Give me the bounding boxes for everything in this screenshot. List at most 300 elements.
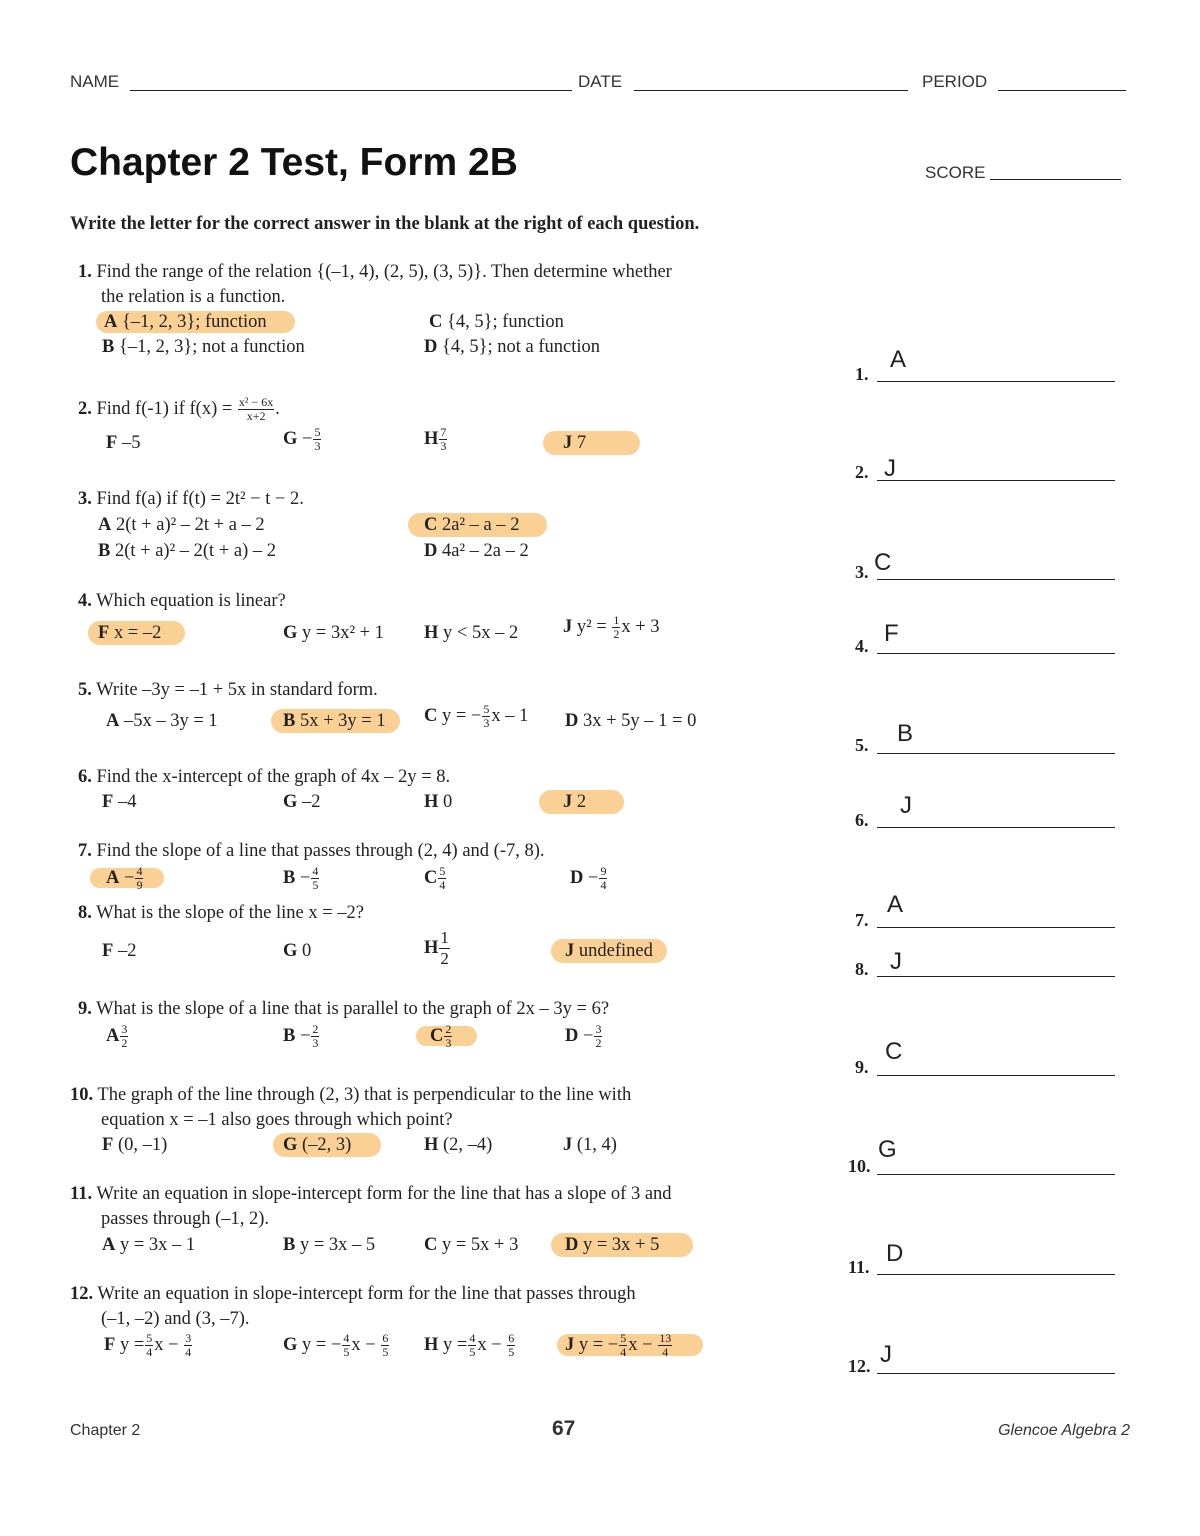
question-text <box>78 591 286 612</box>
option-letter: D <box>570 867 584 888</box>
question-number: 3. <box>78 489 92 509</box>
option-d[interactable] <box>424 337 600 358</box>
fraction-denominator: 5 <box>469 1345 476 1359</box>
option-text: − <box>588 867 599 888</box>
instructions: Write the letter for the correct answer in the blank at the right of each question. <box>70 214 700 234</box>
option-a[interactable] <box>102 1235 195 1256</box>
footer-book-title: Glencoe Algebra 2 <box>998 1422 1130 1439</box>
option-h[interactable] <box>424 928 451 969</box>
option-text: –5 <box>121 433 141 453</box>
option-letter: H <box>424 623 439 643</box>
fraction-numerator: 4 <box>312 864 319 878</box>
fraction <box>612 614 620 641</box>
date-field[interactable] <box>634 90 908 91</box>
option-a[interactable] <box>106 865 164 892</box>
fraction-denominator: 5 <box>312 878 319 892</box>
fraction <box>658 1332 672 1359</box>
option-h[interactable] <box>424 1135 492 1156</box>
option-letter: A <box>106 711 120 731</box>
option-text: y = 5x + 3 <box>442 1235 519 1255</box>
answer-blank[interactable] <box>877 1373 1115 1374</box>
question-line: What is the slope of the line x = –2? <box>96 903 364 923</box>
fraction <box>313 426 321 453</box>
option-f[interactable] <box>102 1135 167 1156</box>
option-text: − <box>583 1025 594 1046</box>
answer-letter: A <box>887 891 904 918</box>
answer-blank[interactable] <box>877 827 1115 828</box>
answer-letter: F <box>884 620 899 647</box>
option-text: –2 <box>117 941 137 961</box>
option-letter: H <box>424 1135 439 1155</box>
answer-blank[interactable] <box>877 1075 1115 1076</box>
option-text: y = 3x² + 1 <box>302 623 384 643</box>
option-text: 3x + 5y – 1 = 0 <box>583 711 697 731</box>
option-letter: D <box>565 1235 579 1255</box>
option-letter: D <box>424 337 438 357</box>
fraction-denominator: 3 <box>440 439 447 453</box>
option-c[interactable] <box>424 703 528 730</box>
option-text: (2, –4) <box>443 1135 493 1155</box>
fraction-denominator: 3 <box>445 1036 452 1050</box>
option-text: {–1, 2, 3}; not a function <box>118 337 305 357</box>
option-text: x − <box>477 1334 502 1355</box>
fraction <box>145 1332 153 1359</box>
option-text: − <box>124 867 135 888</box>
option-letter: A <box>98 515 112 535</box>
option-letter: G <box>283 941 298 961</box>
fraction-numerator: 5 <box>146 1331 153 1345</box>
option-letter: H <box>424 1334 439 1355</box>
fraction-numerator: 9 <box>600 864 607 878</box>
question-text <box>78 680 378 701</box>
option-text: y = <box>119 1334 145 1355</box>
question-number: 5. <box>78 680 92 700</box>
option-f[interactable] <box>98 623 185 644</box>
question-text: 2. Find f(-1) if f(x) = $\frac{\text{x² − 6x}}{x+2}$ . <box>78 395 280 423</box>
question-text <box>70 1184 672 1205</box>
option-letter: J <box>563 1135 573 1155</box>
question-line: What is the slope of a line that is parallel to the graph of 2x – 3y = 6? <box>96 999 610 1019</box>
option-letter: F <box>102 1135 114 1155</box>
option-b[interactable] <box>283 865 320 892</box>
option-text: –5x – 3y = 1 <box>124 711 218 731</box>
fraction-numerator: 7 <box>440 425 447 439</box>
fraction-denominator: x+2 <box>246 409 266 423</box>
option-letter: D <box>565 711 579 731</box>
option-letter: C <box>424 705 438 726</box>
option-letter: C <box>424 515 438 535</box>
question-number: 9. <box>78 999 92 1019</box>
option-a[interactable] <box>98 515 265 536</box>
answer-letter: C <box>874 549 892 576</box>
answer-blank[interactable] <box>877 653 1115 654</box>
fraction-denominator: 2 <box>613 627 620 641</box>
option-j[interactable] <box>563 433 640 454</box>
fraction <box>507 1332 515 1359</box>
option-letter: J <box>563 616 573 637</box>
option-c[interactable] <box>429 312 564 333</box>
page-title: Chapter 2 Test, Form 2B <box>70 141 518 184</box>
fraction-numerator: 2 <box>445 1022 452 1036</box>
fraction-numerator: 4 <box>469 1331 476 1345</box>
option-text: y = − <box>578 1334 619 1355</box>
fraction <box>311 865 319 892</box>
option-j[interactable] <box>563 1135 617 1156</box>
option-letter: A <box>104 312 118 332</box>
option-letter: A <box>106 867 120 888</box>
fraction-numerator: 13 <box>659 1331 672 1345</box>
option-letter: G <box>283 623 298 643</box>
question-line: (–1, –2) and (3, –7). <box>101 1309 250 1329</box>
fraction-numerator: x² − 6x <box>238 395 274 409</box>
question-number: 8. <box>78 903 92 923</box>
answer-number: 4. <box>855 636 869 656</box>
option-letter: A <box>106 1025 120 1046</box>
option-c[interactable] <box>424 865 447 892</box>
option-d[interactable] <box>565 711 696 732</box>
option-text: y = − <box>442 705 482 726</box>
option-d[interactable] <box>424 541 529 562</box>
question-text <box>78 903 364 924</box>
fraction <box>184 1332 192 1359</box>
fraction-denominator: 2 <box>440 949 449 968</box>
option-text: {4, 5}; function <box>447 312 564 332</box>
option-d[interactable] <box>565 1023 603 1050</box>
option-letter: B <box>283 1235 296 1255</box>
name-label: NAME <box>70 72 120 91</box>
option-text: y = 3x + 5 <box>583 1235 660 1255</box>
fraction <box>468 1332 476 1359</box>
question-line: Which equation is linear? <box>96 591 286 611</box>
option-letter: H <box>424 937 439 958</box>
option-g[interactable] <box>283 426 322 453</box>
option-letter: B <box>283 1025 296 1046</box>
fraction-numerator: 2 <box>312 1022 319 1036</box>
question-text <box>70 1284 636 1305</box>
fraction-numerator: 1 <box>613 613 620 627</box>
option-text: y = − <box>302 1334 342 1355</box>
fraction <box>438 865 446 892</box>
fraction-denominator: 2 <box>595 1036 602 1050</box>
option-text: − <box>299 867 311 888</box>
question-text <box>78 489 304 510</box>
question-number: 7. <box>78 841 92 861</box>
fraction-numerator: 4 <box>343 1331 350 1345</box>
question-line: passes through (–1, 2). <box>101 1209 270 1229</box>
answer-blank[interactable] <box>877 381 1115 382</box>
option-b[interactable] <box>283 1235 375 1256</box>
option-text: 7 <box>576 433 587 453</box>
answer-blank[interactable] <box>877 927 1115 928</box>
fraction-numerator: 5 <box>483 702 490 716</box>
option-f[interactable] <box>104 1332 193 1359</box>
fraction <box>619 1332 627 1359</box>
option-letter: G <box>283 1334 298 1355</box>
question-number: 12. <box>70 1284 94 1304</box>
answer-blank[interactable] <box>877 480 1115 481</box>
fraction-denominator: 4 <box>620 1345 627 1359</box>
option-c[interactable] <box>430 1023 477 1050</box>
score-label: SCORE <box>925 163 986 182</box>
fraction-numerator: 6 <box>382 1331 389 1345</box>
option-b[interactable] <box>102 337 305 358</box>
question-number: 11. <box>70 1184 93 1204</box>
question-number: 1. <box>78 262 92 282</box>
option-j[interactable] <box>565 1332 703 1359</box>
answer-number: 2. <box>855 462 869 482</box>
question-number: 4. <box>78 591 92 611</box>
option-a[interactable] <box>104 312 295 333</box>
fraction <box>439 426 447 453</box>
fraction-numerator: 5 <box>439 864 446 878</box>
option-text: y² = <box>576 616 607 637</box>
option-text: y = 3x – 1 <box>120 1235 196 1255</box>
fraction-numerator: 3 <box>121 1022 128 1036</box>
score-field[interactable] <box>990 179 1121 180</box>
option-letter: F <box>98 623 110 643</box>
question-text <box>78 841 545 862</box>
option-letter: D <box>424 541 438 561</box>
question-line: Find the slope of a line that passes through (2, 4) and (-7, 8). <box>96 841 545 861</box>
question-text <box>78 999 609 1020</box>
option-letter: B <box>283 711 296 731</box>
option-g[interactable] <box>283 623 384 644</box>
answer-letter: J <box>900 792 912 819</box>
option-letter: B <box>283 867 296 888</box>
question-line: Find f(-1) if f(x) = <box>96 398 233 419</box>
fraction <box>482 703 490 730</box>
option-text: − <box>299 1025 311 1046</box>
option-f[interactable] <box>102 941 136 962</box>
option-letter: C <box>424 1235 438 1255</box>
option-text: x − <box>351 1334 376 1355</box>
question-number: 6. <box>78 767 92 787</box>
answer-number: 1. <box>855 364 869 384</box>
question-line: the relation is a function. <box>101 287 286 307</box>
option-text: 2(t + a)² – 2t + a – 2 <box>116 515 265 535</box>
option-d[interactable] <box>570 865 608 892</box>
option-text: 5x + 3y = 1 <box>299 711 386 731</box>
fraction-numerator: 3 <box>185 1331 192 1345</box>
option-letter: F <box>104 1334 116 1355</box>
option-h[interactable] <box>424 426 448 453</box>
option-text: –2 <box>302 792 321 812</box>
option-text: x – 1 <box>491 705 529 726</box>
question-line: The graph of the line through (2, 3) that is perpendicular to the line with <box>97 1085 632 1105</box>
option-letter: F <box>102 941 114 961</box>
option-text: –4 <box>117 792 137 812</box>
fraction-numerator: 5 <box>314 425 321 439</box>
question-line: Write an equation in slope-intercept form for the line that passes through <box>97 1284 636 1304</box>
option-b[interactable] <box>283 711 400 732</box>
question-line: Write an equation in slope-intercept form for the line that has a slope of 3 and <box>96 1184 672 1204</box>
fraction-numerator: 4 <box>136 864 143 878</box>
fraction <box>120 1023 128 1050</box>
option-h[interactable] <box>424 623 518 644</box>
fraction-numerator: 5 <box>620 1331 627 1345</box>
option-g[interactable] <box>283 1332 390 1359</box>
fraction-denominator: 4 <box>185 1345 192 1359</box>
option-text: (1, 4) <box>576 1135 617 1155</box>
option-text: x + 3 <box>621 616 660 637</box>
option-j[interactable] <box>563 792 624 813</box>
option-text: − <box>302 428 313 449</box>
option-b[interactable] <box>98 541 276 562</box>
option-letter: F <box>102 792 114 812</box>
answer-number: 11. <box>848 1257 870 1277</box>
answer-number: 10. <box>848 1156 871 1176</box>
option-h[interactable] <box>424 1332 516 1359</box>
option-g[interactable] <box>283 941 311 962</box>
fraction <box>135 865 143 892</box>
fraction <box>238 396 274 423</box>
option-g[interactable] <box>283 1135 381 1156</box>
option-f[interactable] <box>102 792 136 813</box>
option-a[interactable] <box>106 711 218 732</box>
date-label: DATE <box>578 72 623 91</box>
question-line: Find the x-intercept of the graph of 4x – 2y = 8. <box>96 767 451 787</box>
option-letter: A <box>102 1235 116 1255</box>
option-text: 4a² – 2a – 2 <box>442 541 529 561</box>
answer-number: 9. <box>855 1057 869 1077</box>
option-text: (0, –1) <box>117 1135 168 1155</box>
fraction <box>439 928 450 969</box>
fraction <box>311 1023 319 1050</box>
answer-letter: B <box>897 720 914 747</box>
answer-blank[interactable] <box>877 753 1115 754</box>
question-line: Find the range of the relation {(–1, 4), (2, 5), (3, 5)}. Then determine whether <box>96 262 672 282</box>
question-line: equation x = –1 also goes through which point? <box>101 1110 453 1130</box>
page-number: 67 <box>552 1417 576 1440</box>
answer-blank[interactable] <box>877 579 1115 580</box>
period-field[interactable] <box>998 90 1126 91</box>
fraction-denominator: 3 <box>483 716 490 730</box>
option-g[interactable] <box>283 792 321 813</box>
option-text: (–2, 3) <box>302 1135 352 1155</box>
fraction-denominator: 3 <box>312 1036 319 1050</box>
option-text: x − <box>154 1334 179 1355</box>
option-letter: G <box>283 792 298 812</box>
option-letter: C <box>424 867 438 888</box>
question-text <box>78 767 450 788</box>
option-j[interactable] <box>565 941 667 962</box>
option-letter: F <box>106 433 118 453</box>
answer-letter: C <box>885 1038 903 1065</box>
option-text: x − <box>628 1334 653 1355</box>
option-letter: J <box>565 1334 575 1355</box>
option-letter: B <box>98 541 111 561</box>
fraction-denominator: 4 <box>146 1345 153 1359</box>
fraction-denominator: 4 <box>439 878 446 892</box>
option-text: 2a² – a – 2 <box>442 515 520 535</box>
option-j[interactable] <box>563 614 660 641</box>
option-letter: J <box>563 792 573 812</box>
fraction-denominator: 5 <box>508 1345 515 1359</box>
option-letter: J <box>565 941 575 961</box>
option-c[interactable] <box>424 1235 518 1256</box>
fraction <box>594 1023 602 1050</box>
option-text: 2 <box>576 792 587 812</box>
question-line: Find f(a) if f(t) = 2t² − t − 2. <box>96 489 304 509</box>
option-f[interactable] <box>106 433 140 454</box>
fraction-numerator: 3 <box>595 1022 602 1036</box>
fraction <box>444 1023 452 1050</box>
fraction-denominator: 5 <box>343 1345 350 1359</box>
answer-letter: J <box>890 948 902 975</box>
option-letter: C <box>430 1025 444 1046</box>
option-text: {4, 5}; not a function <box>442 337 601 357</box>
fraction <box>381 1332 389 1359</box>
option-text: y < 5x – 2 <box>443 623 519 643</box>
answer-letter: G <box>878 1136 897 1163</box>
option-text: 0 <box>302 941 312 961</box>
answer-letter: A <box>890 346 907 373</box>
option-text: 0 <box>443 792 453 812</box>
option-text: x = –2 <box>113 623 162 643</box>
option-text: y = <box>443 1334 468 1355</box>
option-letter: H <box>424 428 439 449</box>
option-letter: G <box>283 1135 298 1155</box>
option-c[interactable] <box>424 515 547 536</box>
answer-blank[interactable] <box>877 1274 1115 1275</box>
option-letter: J <box>563 433 573 453</box>
question-text <box>78 262 672 283</box>
fraction-denominator: 2 <box>121 1036 128 1050</box>
option-letter: B <box>102 337 115 357</box>
name-field[interactable] <box>130 90 572 91</box>
option-letter: H <box>424 792 439 812</box>
question-text <box>70 1085 631 1106</box>
fraction-numerator: 1 <box>440 928 449 947</box>
option-a[interactable] <box>106 1023 129 1050</box>
fraction <box>342 1332 350 1359</box>
answer-number: 7. <box>855 910 869 930</box>
option-text: {–1, 2, 3}; function <box>122 312 267 332</box>
option-letter: D <box>565 1025 579 1046</box>
answer-number: 5. <box>855 735 869 755</box>
option-text: y = 3x – 5 <box>299 1235 376 1255</box>
fraction-denominator: 4 <box>600 878 607 892</box>
answer-number: 8. <box>855 959 869 979</box>
option-letter: C <box>429 312 443 332</box>
answer-number: 12. <box>848 1356 871 1376</box>
answer-number: 6. <box>855 810 869 830</box>
question-number: 2. <box>78 398 92 419</box>
fraction-numerator: 6 <box>508 1331 515 1345</box>
answer-letter: J <box>880 1341 892 1368</box>
option-text: undefined <box>578 941 653 961</box>
question-line: Write –3y = –1 + 5x in standard form. <box>96 680 378 700</box>
period-label: PERIOD <box>922 72 988 91</box>
option-letter: G <box>283 428 298 449</box>
option-h[interactable] <box>424 792 452 813</box>
option-text: 2(t + a)² – 2(t + a) – 2 <box>114 541 276 561</box>
fraction-denominator: 9 <box>136 878 143 892</box>
fraction-denominator: 5 <box>382 1345 389 1359</box>
answer-blank[interactable] <box>877 976 1115 977</box>
question-number: 10. <box>70 1085 94 1105</box>
answer-letter: D <box>886 1240 904 1267</box>
option-b[interactable] <box>283 1023 320 1050</box>
answer-number: 3. <box>855 562 869 582</box>
footer-chapter: Chapter 2 <box>70 1422 141 1439</box>
fraction-denominator: 3 <box>314 439 321 453</box>
fraction <box>599 865 607 892</box>
answer-letter: J <box>884 455 896 482</box>
option-d[interactable] <box>565 1235 693 1256</box>
answer-blank[interactable] <box>877 1174 1115 1175</box>
fraction-denominator: 4 <box>662 1345 669 1359</box>
